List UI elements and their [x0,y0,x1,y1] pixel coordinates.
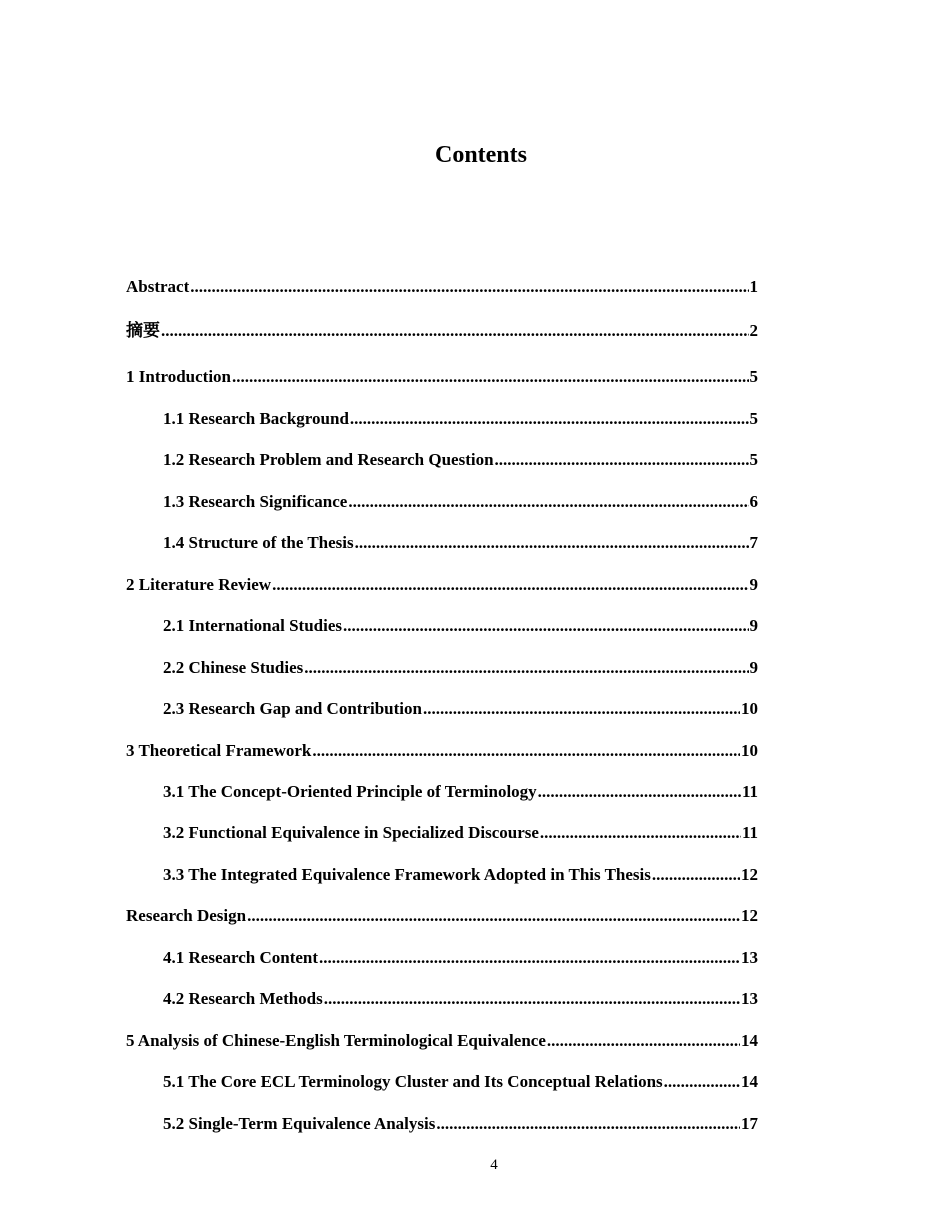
toc-dot-leader [190,276,748,298]
toc-entry-label: 2.2 Chinese Studies [163,658,304,677]
toc-entry-label: 5 Analysis of Chinese-English Terminological Equivalence [126,1031,546,1050]
toc-entry-page: 12 [741,865,758,884]
toc-entry-page: 14 [741,1072,758,1091]
toc-dot-leader [538,781,741,803]
toc-entry-page: 9 [749,658,758,677]
toc-entry-label: 3.3 The Integrated Equivalence Framework Adopted in This Thesis [163,865,651,884]
toc-dot-leader [664,1071,740,1093]
toc-entry-page: 10 [741,699,758,718]
toc-entry-page: 9 [749,575,758,594]
toc-entry-label: 摘要 [126,321,160,340]
toc-entry-research-significance[interactable] [163,491,758,513]
toc-entry-label: 3 Theoretical Framework [126,741,312,760]
toc-entry-page: 5 [749,367,758,386]
toc-entry-label: 5.1 The Core ECL Terminology Cluster and Its Conceptual Relations [163,1072,663,1091]
toc-dot-leader [540,822,741,844]
toc-entry-label: 4.2 Research Methods [163,989,323,1008]
toc-entry-label: 1.2 Research Problem and Research Question [163,450,494,469]
toc-entry-research-gap[interactable] [163,698,758,720]
toc-entry-literature-review[interactable] [126,574,758,596]
toc-entry-label: 1.4 Structure of the Thesis [163,533,354,552]
toc-dot-leader [495,449,749,471]
toc-entry-label: 2 Literature Review [126,575,272,594]
toc-entry-international-studies[interactable] [163,615,758,637]
toc-entry-label: 2.3 Research Gap and Contribution [163,699,422,718]
toc-entry-research-content[interactable] [163,947,758,969]
toc-dot-leader [232,366,748,388]
toc-entry-page: 7 [749,533,758,552]
toc-dot-leader [355,532,749,554]
page-number: 4 [490,1157,498,1173]
toc-entry-label: 2.1 International Studies [163,616,342,635]
toc-dot-leader [436,1113,740,1135]
toc-entry-chinese-studies[interactable] [163,657,758,679]
toc-entry-page: 13 [741,948,758,967]
toc-entry-label: 4.1 Research Content [163,948,319,967]
toc-entry-page: 17 [741,1114,758,1133]
toc-entry-abstract[interactable] [126,276,758,298]
toc-dot-leader [350,408,749,430]
toc-dot-leader [161,320,749,342]
toc-entry-label: Research Design [126,906,247,925]
toc-entry-label: Abstract [126,277,190,296]
toc-entry-functional-equivalence[interactable] [163,822,758,844]
toc-entry-theoretical-framework[interactable] [126,740,758,762]
toc-dot-leader [247,905,740,927]
toc-entry-page: 9 [749,616,758,635]
toc-entry-label: 3.2 Functional Equivalence in Specialized Discourse [163,823,539,842]
toc-entry-label: 1 Introduction [126,367,232,386]
toc-dot-leader [312,740,740,762]
toc-entry-integrated-framework[interactable] [163,864,758,886]
toc-entry-page: 11 [741,823,758,842]
page-title: Contents [434,142,527,168]
toc-entry-analysis[interactable] [126,1030,758,1052]
toc-entry-page: 6 [749,492,758,511]
toc-entry-page: 10 [741,741,758,760]
toc-entry-label: 3.1 The Concept-Oriented Principle of Terminology [163,782,537,801]
toc-entry-chinese-abstract[interactable] [126,320,758,342]
toc-dot-leader [319,947,740,969]
toc-entry-label: 5.2 Single-Term Equivalence Analysis [163,1114,436,1133]
toc-entry-page: 14 [741,1031,758,1050]
toc-entry-concept-oriented-principle[interactable] [163,781,758,803]
toc-entry-introduction[interactable] [126,366,758,388]
toc-dot-leader [324,988,740,1010]
toc-entry-page: 11 [741,782,758,801]
toc-entry-page: 2 [749,321,758,340]
toc-entry-research-background[interactable] [163,408,758,430]
toc-dot-leader [304,657,748,679]
toc-dot-leader [652,864,740,886]
toc-entry-thesis-structure[interactable] [163,532,758,554]
toc-dot-leader [547,1030,740,1052]
toc-entry-research-problem[interactable] [163,449,758,471]
toc-dot-leader [272,574,748,596]
toc-entry-page: 12 [741,906,758,925]
toc-dot-leader [343,615,749,637]
toc-entry-label: 1.3 Research Significance [163,492,348,511]
toc-entry-label: 1.1 Research Background [163,409,349,428]
toc-entry-page: 5 [749,450,758,469]
toc-entry-research-design[interactable] [126,905,758,927]
toc-entry-research-methods[interactable] [163,988,758,1010]
toc-entry-page: 13 [741,989,758,1008]
toc-entry-core-ecl-cluster[interactable] [163,1071,758,1093]
toc-dot-leader [423,698,740,720]
toc-dot-leader [348,491,748,513]
toc-entry-single-term-analysis[interactable] [163,1113,758,1135]
toc-entry-page: 5 [749,409,758,428]
toc-entry-page: 1 [749,277,758,296]
